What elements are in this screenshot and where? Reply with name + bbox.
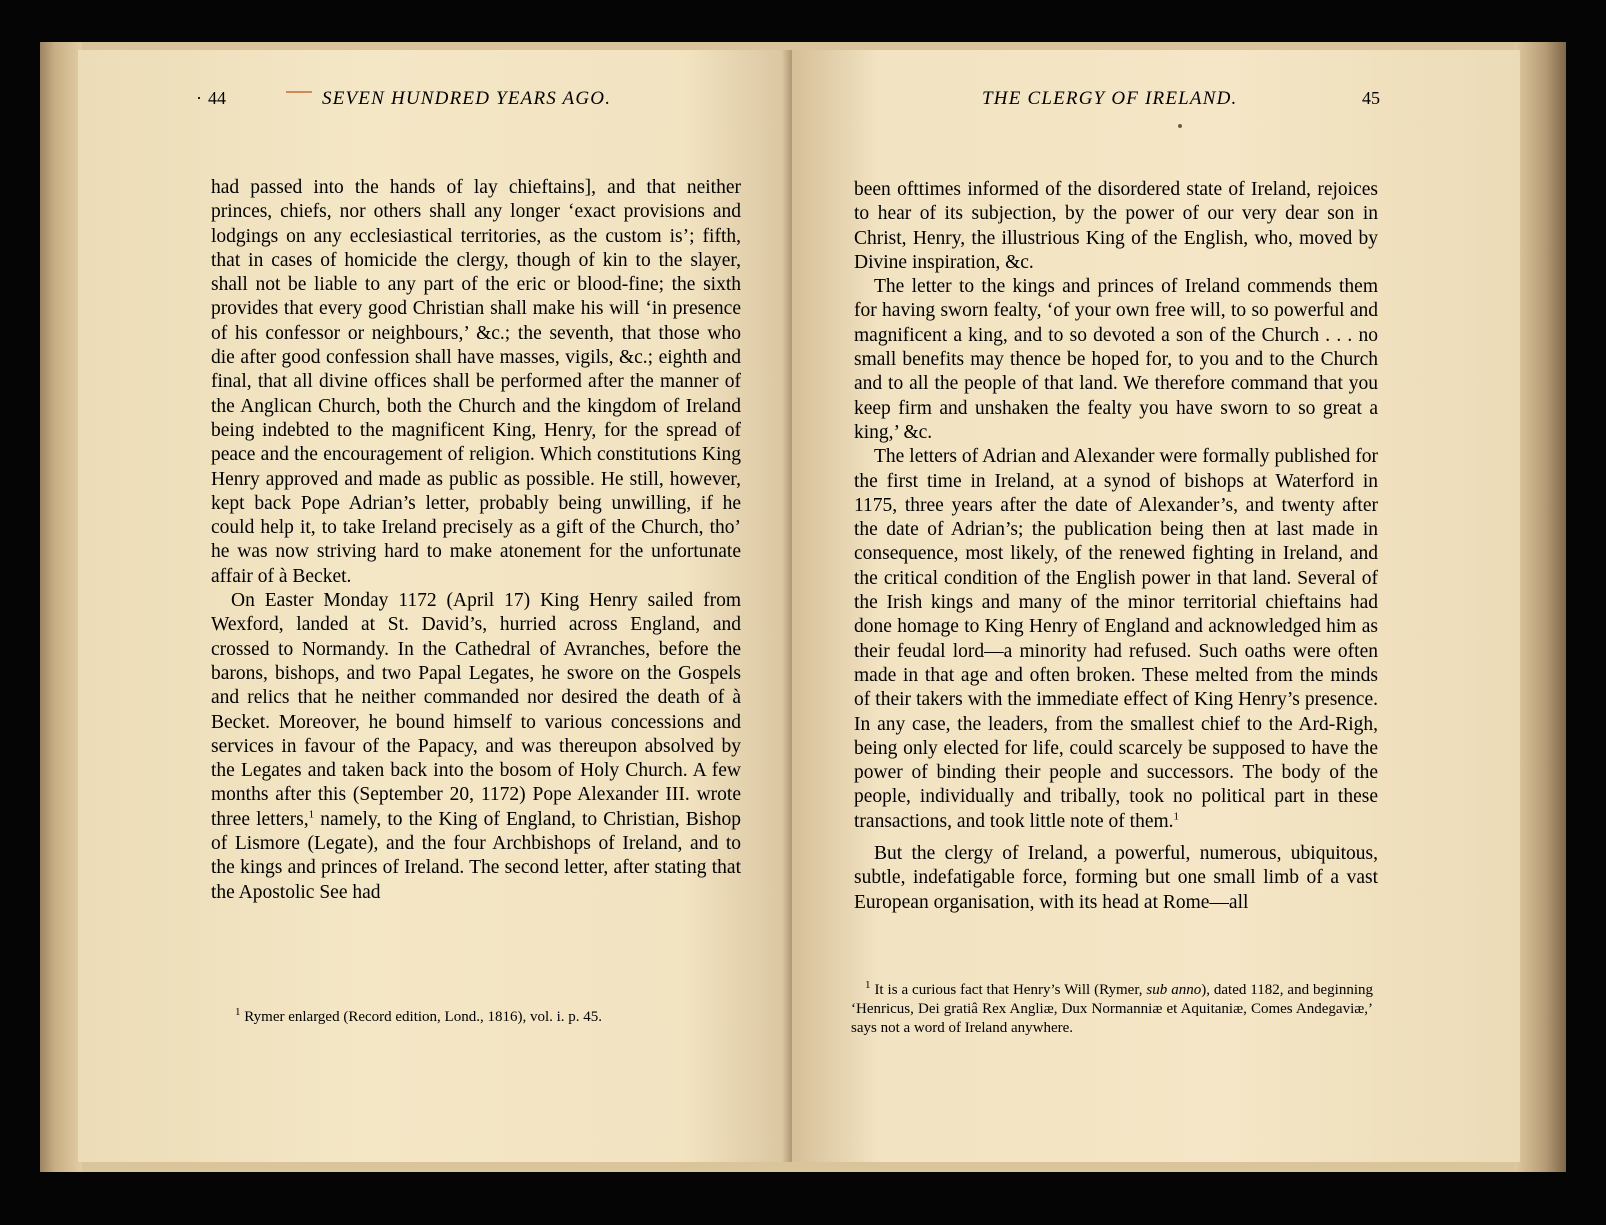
right-footnote-text-b: ), dated 1182, and beginning ‘Henricus, Dei gratiâ Rex Angliæ, Dux Normanniæ et Aquitaniæ, Comes Andegaviæ,’ says not a word of Ireland anywhere. xyxy=(851,982,1373,1036)
right-paragraph-1: been ofttimes informed of the disordered state of Ireland, rejoices to hear of its subjection, by the power of our very dear son in Christ, Henry, the illustrious King of the English, who, moved by Divine inspiration, &c. xyxy=(854,179,1378,273)
right-paragraph-4: But the clergy of Ireland, a powerful, numerous, ubiquitous, subtle, indefatigable force, forming but one small limb of a vast European organisation, with its head at Rome—all xyxy=(854,843,1378,913)
book-edge-left xyxy=(40,42,82,1172)
left-paragraph-2-text-b: namely, to the King of England, to Christian, Bishop of Lismore (Legate), and the four Archbishops of Ireland, and to the kings and princes of Ireland. The second letter, after stating that the Apostolic See had xyxy=(211,808,741,903)
book-edge-right xyxy=(1514,42,1566,1172)
left-paragraph-2 xyxy=(211,589,741,905)
left-paragraph-1: had passed into the hands of lay chieftains], and that neither princes, chiefs, nor others shall any longer ‘exact provisions and lodgings on any ecclesiastical territories, as the custom is’; fifth, that in cases of homicide the clergy, though of kin to the slayer, shall not be liable to any part of the eric or blood-fine; the sixth provides that every good Christian shall make his will ‘in presence of his confessor or neighbours,’ &c.; the seventh, that those who die after good confession shall have masses, vigils, &c.; eighth and final, that all divine offices shall be performed after the manner of the Anglican Church, both the Church and the kingdom of Ireland being indebted to the magnificent King, Henry, for the spread of peace and the encouragement of religion. Which constitutions King Henry approved and made as public as possible. He still, however, kept back Pope Adrian’s letter, probably being unwilling, if he could help it, to take Ireland precisely as a gift of the Church, tho’ he was now striving hard to make atonement for the unfortunate affair of à Becket. xyxy=(211,177,741,587)
right-paragraph-3-text: The letters of Adrian and Alexander were formally published for the first time in Ireland, at a synod of bishops at Waterford in 1175, three years after the date of Alexander’s, and twenty after the date of Adrian’s; the publication being then at last made in consequence, most likely, of the renewed fighting in Ireland, and the critical condition of the English power in that land. Several of the Irish kings and many of the minor territorial chieftains had done homage to King Henry of England and acknowledged him as their feudal lord—a minority had refused. Such oaths were often made in that age and often broken. These melted from the minds of their takers with the immediate effect of King Henry’s presence. In any case, the leaders, from the smallest chief to the Ard-Righ, being only elected for life, could scarcely be supposed to have the power of binding their people and successors. The body of the people, individually and tribally, took no political part in these transactions, and took little note of them. xyxy=(854,446,1378,832)
right-footnote-marker: 1 xyxy=(865,979,871,991)
footnote-reference: 1 xyxy=(1173,810,1180,823)
left-footnote xyxy=(235,1008,715,1027)
margin-dot: · xyxy=(196,88,202,108)
right-paragraph-3 xyxy=(854,445,1378,834)
right-footnote-italic: sub anno xyxy=(1146,982,1202,998)
right-page-number: 45 xyxy=(1362,88,1380,108)
pencil-mark xyxy=(286,91,312,93)
right-footnote-body xyxy=(851,981,1373,1038)
left-running-head: SEVEN HUNDRED YEARS AGO. xyxy=(322,88,612,109)
margin-dot-mark xyxy=(1178,124,1182,128)
right-body xyxy=(854,178,1378,915)
left-body xyxy=(211,176,741,905)
left-page-number xyxy=(196,88,226,109)
footnote-reference: 1 xyxy=(308,808,315,821)
left-footnote-text: Rymer enlarged (Record edition, Lond., 1816), vol. i. p. 45. xyxy=(244,1009,603,1025)
right-footnote-text-a: It is a curious fact that Henry’s Will (Rymer, xyxy=(874,982,1147,998)
left-page-number-text: 44 xyxy=(208,88,226,108)
right-paragraph-2: The letter to the kings and princes of Ireland commends them for having sworn fealty, ‘of your own free will, to so powerful and magnificent a king, and to so devoted a son of the Church . . . no small benefits may thence be hoped for, to you and to the Church and to all the people of that land. We therefore command that you keep firm and unshaken the fealty you have sworn to so great a king,’ &c. xyxy=(854,276,1378,443)
left-footnote-marker: 1 xyxy=(235,1006,241,1018)
right-running-head: THE CLERGY OF IRELAND. xyxy=(982,88,1238,109)
left-paragraph-2-text-a: On Easter Monday 1172 (April 17) King Henry sailed from Wexford, landed at St. David’s, hurried across England, and crossed to Normandy. In the Cathedral of Avranches, before the barons, bishops, and two Papal Legates, he swore on the Gospels and relics that he neither commanded nor desired the death of à Becket. Moreover, he bound himself to various concessions and services in favour of the Papacy, and was thereupon absolved by the Legates and taken back into the bosom of Holy Church. A few months after this (September 20, 1172) Pope Alexander III. wrote three letters, xyxy=(211,590,741,830)
right-footnote xyxy=(851,981,1373,1038)
